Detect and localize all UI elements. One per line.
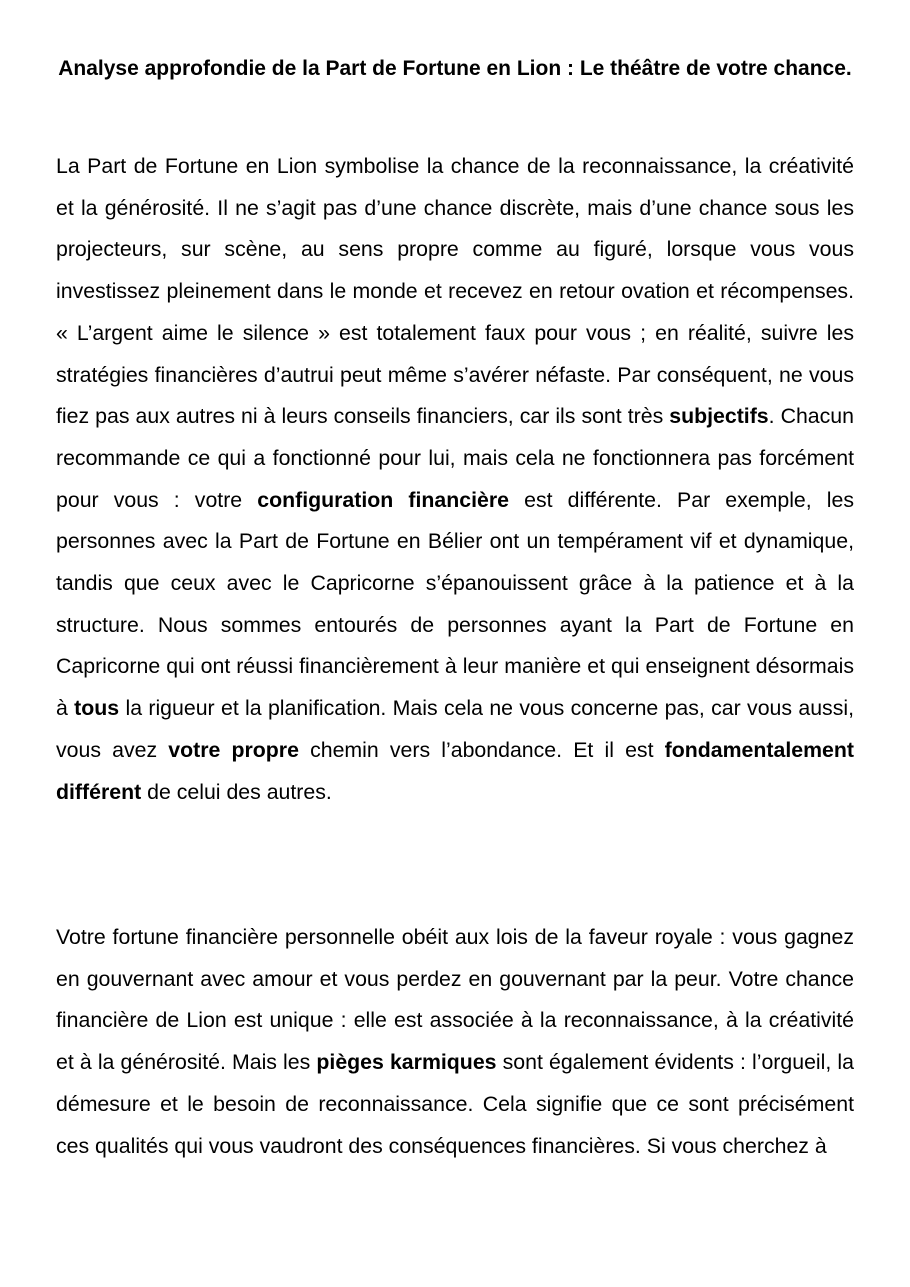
bold-text: votre propre (168, 737, 299, 762)
bold-text: configuration financière (257, 487, 510, 512)
bold-text: tous (74, 696, 120, 721)
paragraph-1 (56, 146, 854, 813)
document-title: Analyse approfondie de la Part de Fortune en Lion : Le théâtre de votre chance. (58, 57, 852, 80)
text-run: est différente. Par exemple, les personnes avec la Part de Fortune en Bélier ont un tempérament vif et dynamique, tandis que ceux avec le Capricorne s’épanouissent grâce à la patience et à la structure. Nous sommes entourés de personnes ayant la Part de Fortune en Capricorne qui ont réussi financièrement à leur manière et qui enseignent désormais à (56, 487, 855, 721)
paragraph-2 (56, 917, 854, 1167)
bold-text: fondamentalement différent (56, 737, 854, 804)
text-run: . Chacun recommande ce qui a fonctionné pour lui, mais cela ne fonctionnera pas forcément pour vous : votre (56, 404, 854, 512)
bold-text: subjectifs (669, 404, 769, 429)
text-run: la rigueur et la planification. Mais cela ne vous concerne pas, car vous aussi, vous avez (56, 696, 854, 762)
text-run: La Part de Fortune en Lion symbolise la chance de la reconnaissance, la créativité et la générosité. Il ne s’agit pas d’une chance discrète, mais d’une chance sous les projecteurs, sur scène, au sens propre comme au figuré, lorsque vous vous investissez pleinement dans le monde et recevez en retour ovation et récompenses. « L’argent aime le silence » est totalement faux pour vous ; en réalité, suivre les stratégies financières d’autrui peut même s’avérer néfaste. Par conséquent, ne vous fiez pas aux autres ni à leurs conseils financiers, car ils sont très (56, 154, 854, 429)
bold-text: pièges karmiques (316, 1050, 497, 1075)
text-run: de celui des autres. (141, 779, 332, 804)
text-run: Votre fortune financière personnelle obéit aux lois de la faveur royale : vous gagnez en gouvernant avec amour et vous perdez en gouvernant par la peur. Votre chance financière de Lion est unique : elle est associée à la reconnaissance, à la créativité et à la générosité. Mais les (56, 925, 854, 1075)
text-run: sont également évidents : l’orgueil, la démesure et le besoin de reconnaissance. Cela signifie que ce sont précisément ces qualités qui vous vaudront des conséquences financières. Si vous cherchez à (56, 1050, 855, 1158)
text-run: chemin vers l’abondance. Et il est (298, 737, 665, 762)
